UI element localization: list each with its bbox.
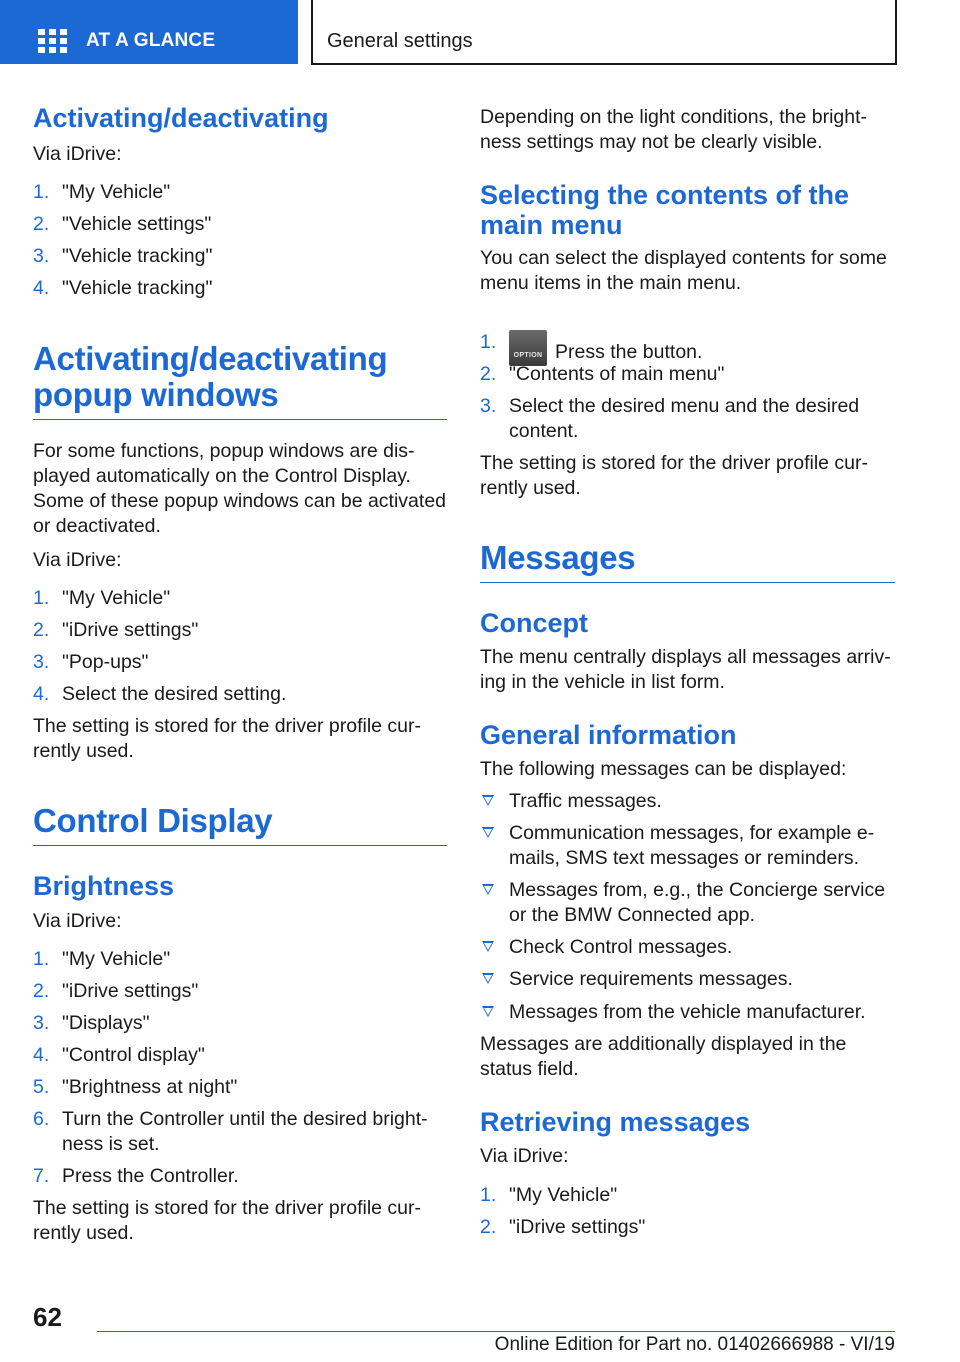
- list-item: [480, 330, 895, 366]
- list-text: "Pop-ups": [62, 651, 149, 673]
- list-number: 1.: [480, 331, 497, 353]
- list-text: "My Vehicle": [62, 948, 171, 970]
- list-text: "iDrive settings": [62, 980, 199, 1002]
- footer-divider: [97, 1331, 895, 1332]
- heading-activating: Activating/deactivating: [33, 103, 329, 133]
- triangle-bullet-icon: [482, 941, 494, 952]
- option-icon-label: OPTION: [513, 352, 543, 359]
- heading-general-information: General information: [480, 720, 737, 750]
- list-number: 3.: [33, 651, 50, 673]
- press-button-text: Press the button.: [555, 341, 703, 363]
- heading-concept: Concept: [480, 608, 588, 638]
- heading-brightness: Brightness: [33, 871, 175, 901]
- select-paragraph: You can select the displayed contents for some menu items in the main menu.: [480, 247, 887, 294]
- heading-line: Activating/deactivating: [33, 340, 388, 377]
- list-item: [480, 1215, 895, 1240]
- list-text: "Displays": [62, 1012, 150, 1034]
- list-item: [33, 1075, 447, 1100]
- list-number: 2.: [33, 619, 50, 641]
- list-text: [509, 330, 895, 366]
- heading-messages: Messages: [480, 540, 895, 583]
- concept-paragraph: The menu centrally displays all messages arriv‐ ing in the vehicle in list form.: [480, 646, 891, 693]
- list-text: "My Vehicle": [62, 587, 171, 609]
- triangle-bullet-icon: [482, 795, 494, 806]
- list-text: "My Vehicle": [509, 1184, 618, 1206]
- list-number: 4.: [33, 683, 50, 705]
- via-idrive-text: Via iDrive:: [33, 549, 122, 571]
- list-item: [480, 394, 895, 444]
- bullet-item: [480, 789, 895, 814]
- page-number: 62: [33, 1302, 62, 1332]
- list-number: 3.: [480, 395, 497, 417]
- list-number: 2.: [33, 980, 50, 1002]
- list-text: "iDrive settings": [509, 1216, 646, 1238]
- list-item: [33, 650, 447, 675]
- via-idrive-text: Via iDrive:: [33, 910, 122, 932]
- list-item: [33, 212, 447, 237]
- heading-line: popup windows: [33, 376, 279, 413]
- list-item: [33, 1043, 447, 1068]
- bullet-item: [480, 935, 895, 960]
- stored-paragraph: The setting is stored for the driver profile cur‐ rently used.: [33, 1197, 421, 1244]
- list-number: 4.: [33, 277, 50, 299]
- list-text: "Control display": [62, 1044, 205, 1066]
- grid-icon: [38, 29, 68, 53]
- at-a-glance-tab[interactable]: [0, 0, 298, 64]
- light-paragraph: Depending on the light conditions, the bright‐ ness settings may not be clearly visible.: [480, 106, 868, 153]
- list-text: Turn the Controller until the desired bright‐ ness is set.: [62, 1108, 428, 1155]
- list-text: "Vehicle tracking": [62, 277, 213, 299]
- list-item: [33, 244, 447, 269]
- bullet-text: Traffic messages.: [509, 790, 662, 812]
- heading-popup-windows: [33, 341, 447, 420]
- option-button-icon: [509, 330, 547, 366]
- edition-text: Online Edition for Part no. 01402666988 - VI/19: [494, 1334, 895, 1355]
- list-number: 2.: [480, 363, 497, 385]
- section-title: General settings: [327, 30, 473, 52]
- list-item: [33, 1107, 447, 1157]
- bullet-item: [480, 1000, 895, 1025]
- heading-control-display: Control Display: [33, 803, 447, 846]
- bullet-item: [480, 821, 895, 871]
- bullet-item: [480, 967, 895, 992]
- heading-selecting: Selecting the contents of the main menu: [480, 180, 850, 240]
- list-item: [33, 682, 447, 707]
- triangle-bullet-icon: [482, 1006, 494, 1017]
- list-item: [33, 979, 447, 1004]
- list-number: 1.: [33, 587, 50, 609]
- list-text: Select the desired setting.: [62, 683, 287, 705]
- list-text: "Vehicle settings": [62, 213, 212, 235]
- bullet-text: Check Control messages.: [509, 936, 733, 958]
- bullet-text: Communication messages, for example e- mails, SMS text messages or reminders.: [509, 822, 875, 869]
- list-item: [33, 276, 447, 301]
- list-item: [480, 1183, 895, 1208]
- triangle-bullet-icon: [482, 973, 494, 984]
- list-number: 7.: [33, 1165, 50, 1187]
- heading-retrieving: Retrieving messages: [480, 1107, 751, 1137]
- list-item: [480, 362, 895, 387]
- bullet-text: Service requirements messages.: [509, 968, 793, 990]
- list-number: 1.: [480, 1184, 497, 1206]
- list-text: "Brightness at night": [62, 1076, 238, 1098]
- via-idrive-text: Via iDrive:: [33, 143, 122, 165]
- list-number: 2.: [33, 213, 50, 235]
- bullet-text: Messages from the vehicle manufacturer.: [509, 1001, 866, 1023]
- list-text: Select the desired menu and the desired content.: [509, 395, 860, 442]
- list-text: "iDrive settings": [62, 619, 199, 641]
- popup-paragraph: For some functions, popup windows are dis‐ played automatically on the Control Display. Some of these popup windows can be activated or deactivated.: [33, 440, 447, 537]
- list-item: [33, 586, 447, 611]
- list-number: 1.: [33, 181, 50, 203]
- list-text: "Contents of main menu": [509, 363, 725, 385]
- list-number: 5.: [33, 1076, 50, 1098]
- section-tab: [311, 0, 897, 65]
- list-item: [33, 1164, 447, 1189]
- via-idrive-text: Via iDrive:: [480, 1145, 569, 1167]
- nav-label: AT A GLANCE: [86, 30, 216, 51]
- list-text: "Vehicle tracking": [62, 245, 213, 267]
- list-number: 3.: [33, 1012, 50, 1034]
- list-text: Press the Controller.: [62, 1165, 239, 1187]
- list-item: [33, 947, 447, 972]
- list-text: "My Vehicle": [62, 181, 171, 203]
- triangle-bullet-icon: [482, 884, 494, 895]
- general-paragraph: The following messages can be displayed:: [480, 758, 847, 780]
- list-item: [33, 1011, 447, 1036]
- list-item: [33, 618, 447, 643]
- page-header: [0, 0, 960, 66]
- triangle-bullet-icon: [482, 827, 494, 838]
- bullet-item: [480, 878, 895, 928]
- stored-paragraph: The setting is stored for the driver profile cur‐ rently used.: [33, 715, 421, 762]
- list-number: 2.: [480, 1216, 497, 1238]
- status-paragraph: Messages are additionally displayed in the status field.: [480, 1033, 847, 1080]
- list-number: 4.: [33, 1044, 50, 1066]
- bullet-text: Messages from, e.g., the Concierge service or the BMW Connected app.: [509, 879, 886, 926]
- list-item: [33, 180, 447, 205]
- list-number: 6.: [33, 1108, 50, 1130]
- list-number: 1.: [33, 948, 50, 970]
- list-number: 3.: [33, 245, 50, 267]
- stored-paragraph: The setting is stored for the driver profile cur‐ rently used.: [480, 452, 868, 499]
